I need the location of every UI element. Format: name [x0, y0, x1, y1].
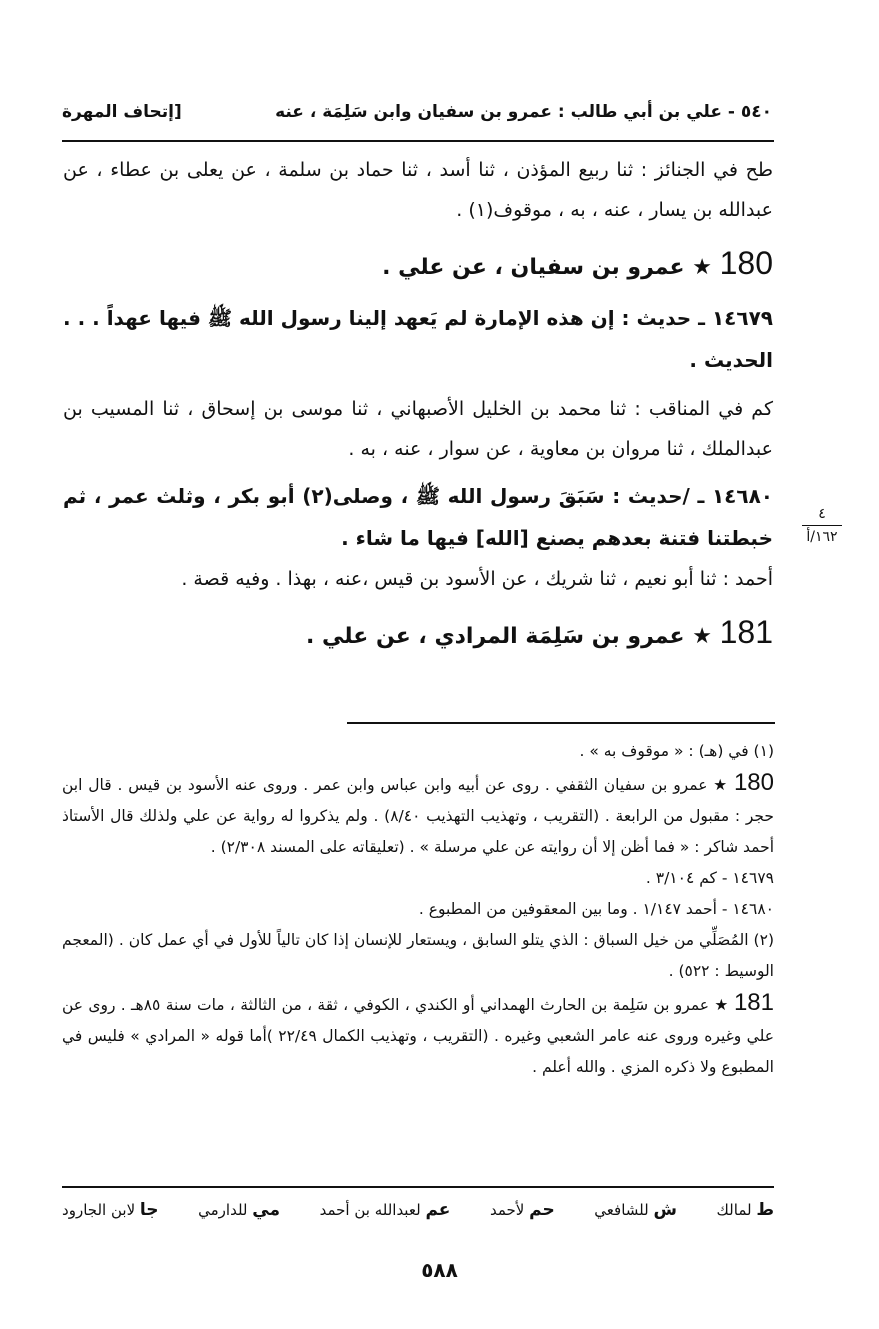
margin-divider: [802, 525, 842, 526]
footnote-rule: [347, 722, 775, 724]
page-number: ٥٨٨: [421, 1258, 458, 1282]
entry-number: 180: [719, 245, 773, 281]
entry-heading-180: [63, 240, 773, 291]
hadith-14679-source: كم في المناقب : ثنا محمد بن الخليل الأصبهاني ، ثنا موسى بن إسحاق ، ثنا المسيب بن عبدالملك ، ثنا مروان بن معاوية ، عن سوار ، عنه ، به .: [63, 398, 773, 460]
footnotes: [62, 736, 774, 1083]
entry-number: 181: [719, 614, 773, 650]
legend-item: عم لعبدالله بن أحمد: [319, 1200, 451, 1220]
main-text: [63, 150, 773, 666]
footnote-14680: ١٤٦٨٠ - أحمد ١/١٤٧ . وما بين المعقوفين من المطبوع .: [418, 900, 774, 918]
footnote-number: 180: [733, 769, 774, 796]
entry-name: ★ عمرو بن سَلِمَة المرادي ، عن علي .: [306, 624, 712, 649]
margin-volume: ٤: [818, 506, 826, 522]
footnote-180: [62, 767, 774, 863]
footnote-2: (٢) المُصَلِّي من خيل السباق : الذي يتلو السابق ، ويستعار للإنسان إذا كان تالياً للأول في أي عمل كان . (المعجم الوسيط : ٥٢٢) .: [62, 931, 774, 980]
entry-heading-181: [63, 609, 773, 660]
header-book-name: [إتحاف المهرة: [62, 102, 182, 122]
header-rule: [62, 140, 774, 142]
legend-item: ط لمالك: [716, 1200, 774, 1220]
footnote-text: ★ عمرو بن سفيان الثقفي . روى عن أبيه وابن عباس وابن عمر . وروى عنه الأسود بن قيس . قال ابن حجر : مقبول من الرابعة . (التقريب ، وتهذيب التهذيب ٨/٤٠) . ولم يذكروا له رواية عن علي ولذلك قال الأستاذ أحمد شاكر : « فما أظن إلا أن روايته عن علي مرسلة » . (تعليقاته على المسند ٢/٣٠٨) .: [62, 776, 774, 856]
paragraph-tahawi: طح في الجنائز : ثنا ربيع المؤذن ، ثنا أسد ، ثنا حماد بن سلمة ، عن يعلى بن عطاء ، عن عبدالله بن يسار ، عنه ، به ، موقوف(١) .: [63, 159, 773, 221]
margin-folio: ١٦٢/أ: [806, 529, 838, 545]
footnote-number: 181: [733, 989, 774, 1016]
running-header: [62, 92, 772, 132]
footnote-1: (١) في (هـ) : « موقوف به » .: [579, 742, 774, 760]
hadith-14679: ١٤٦٧٩ ـ حديث : إن هذه الإمارة لم يَعهد إلينا رسول الله ﷺ فيها عهداً . . . الحديث .: [63, 306, 773, 372]
legend-item: ش للشافعي: [594, 1200, 677, 1220]
footnote-181: [62, 987, 774, 1083]
legend-item: حم لأحمد: [489, 1200, 555, 1220]
legend-rule: [62, 1186, 774, 1188]
legend-item: مي للدارمي: [198, 1200, 280, 1220]
margin-manuscript-ref: [792, 505, 852, 546]
header-title: ٥٤٠ - علي بن أبي طالب : عمرو بن سفيان وابن سَلِمَة ، عنه: [275, 102, 772, 122]
footnote-text: ★ عمرو بن سَلِمة بن الحارث الهمداني أو الكندي ، الكوفي ، ثقة ، من الثالثة ، مات سنة ٨٥هـ . روى عن علي وغيره وروى عنه عامر الشعبي وغيره . (التقريب ، وتهذيب الكمال ٢٢/٤٩ )أما قوله « المرادي » فليس في المطبوع ولا ذكره المزي . والله أعلم .: [62, 996, 774, 1076]
entry-name: ★ عمرو بن سفيان ، عن علي .: [382, 255, 712, 280]
abbreviation-legend: [62, 1193, 774, 1227]
footnote-14679: ١٤٦٧٩ - كم ٣/١٠٤ .: [645, 869, 774, 887]
hadith-14680-source: أحمد : ثنا أبو نعيم ، ثنا شريك ، عن الأسود بن قيس ،عنه ، بهذا . وفيه قصة .: [181, 568, 773, 590]
hadith-14680: ١٤٦٨٠ ـ /حديث : سَبَقَ رسول الله ﷺ ، وصلى(٢) أبو بكر ، وثلث عمر ، ثم خبطتنا فتنة بعدهم يصنع [الله] فيها ما شاء .: [63, 484, 774, 550]
legend-item: جا لابن الجارود: [62, 1200, 159, 1220]
